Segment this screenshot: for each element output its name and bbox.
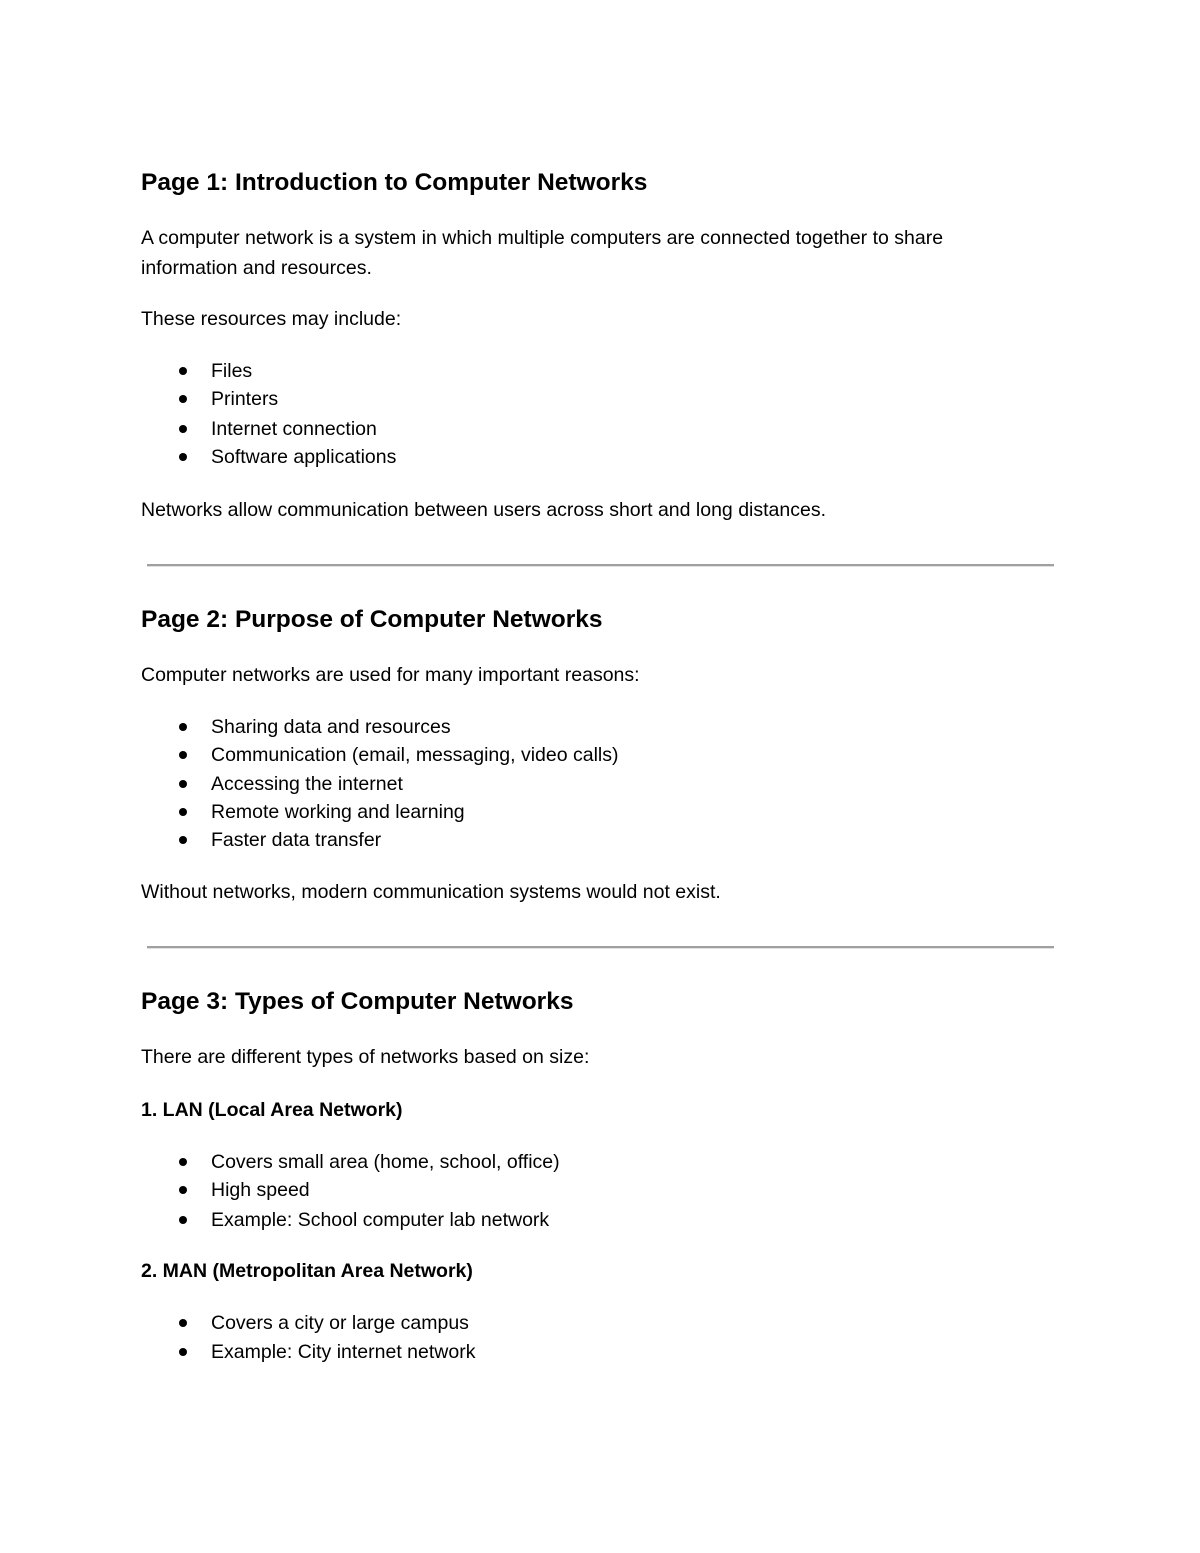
bullet-icon	[179, 808, 187, 816]
bullet-icon	[179, 1186, 187, 1194]
section-divider	[147, 564, 1054, 567]
section2-closing-paragraph: Without networks, modern communication systems would not exist.	[141, 881, 721, 903]
list-item-text: Covers a city or large campus	[211, 1312, 469, 1334]
section1-paragraph-line2: information and resources.	[141, 257, 372, 279]
section2-heading: Page 2: Purpose of Computer Networks	[141, 606, 603, 633]
section1-paragraph-line1: A computer network is a system in which multiple computers are connected together to share	[141, 227, 944, 249]
section-divider	[147, 946, 1054, 949]
list-item-text: High speed	[211, 1179, 310, 1201]
bullet-icon	[179, 367, 187, 375]
lan-subheading: 1. LAN (Local Area Network)	[141, 1099, 403, 1121]
list-item-text: Software applications	[211, 446, 397, 468]
list-item-text: Printers	[211, 388, 279, 410]
list-item-text: Remote working and learning	[211, 801, 465, 823]
bullet-icon	[179, 395, 187, 403]
bullet-icon	[179, 1348, 187, 1356]
section3-intro: There are different types of networks based on size:	[141, 1046, 590, 1068]
list-item-text: Example: School computer lab network	[211, 1209, 550, 1231]
list-item-text: Sharing data and resources	[211, 716, 451, 738]
bullet-icon	[179, 1216, 187, 1224]
list-item-text: Communication (email, messaging, video calls)	[211, 744, 619, 766]
bullet-icon	[179, 723, 187, 731]
section1-closing-paragraph: Networks allow communication between users across short and long distances.	[141, 499, 826, 521]
bullet-icon	[179, 780, 187, 788]
section1-heading: Page 1: Introduction to Computer Networks	[141, 169, 648, 196]
bullet-icon	[179, 425, 187, 433]
section1-resources-intro: These resources may include:	[141, 308, 402, 330]
list-item-text: Covers small area (home, school, office)	[211, 1151, 560, 1173]
list-item-text: Files	[211, 360, 253, 382]
bullet-icon	[179, 751, 187, 759]
section2-intro: Computer networks are used for many important reasons:	[141, 664, 640, 686]
list-item-text: Example: City internet network	[211, 1341, 476, 1363]
bullet-icon	[179, 1158, 187, 1166]
list-item-text: Internet connection	[211, 418, 377, 440]
bullet-icon	[179, 453, 187, 461]
list-item-text: Faster data transfer	[211, 829, 382, 851]
list-item-text: Accessing the internet	[211, 773, 403, 795]
bullet-icon	[179, 836, 187, 844]
man-subheading: 2. MAN (Metropolitan Area Network)	[141, 1260, 473, 1282]
bullet-icon	[179, 1319, 187, 1327]
section3-heading: Page 3: Types of Computer Networks	[141, 988, 574, 1015]
